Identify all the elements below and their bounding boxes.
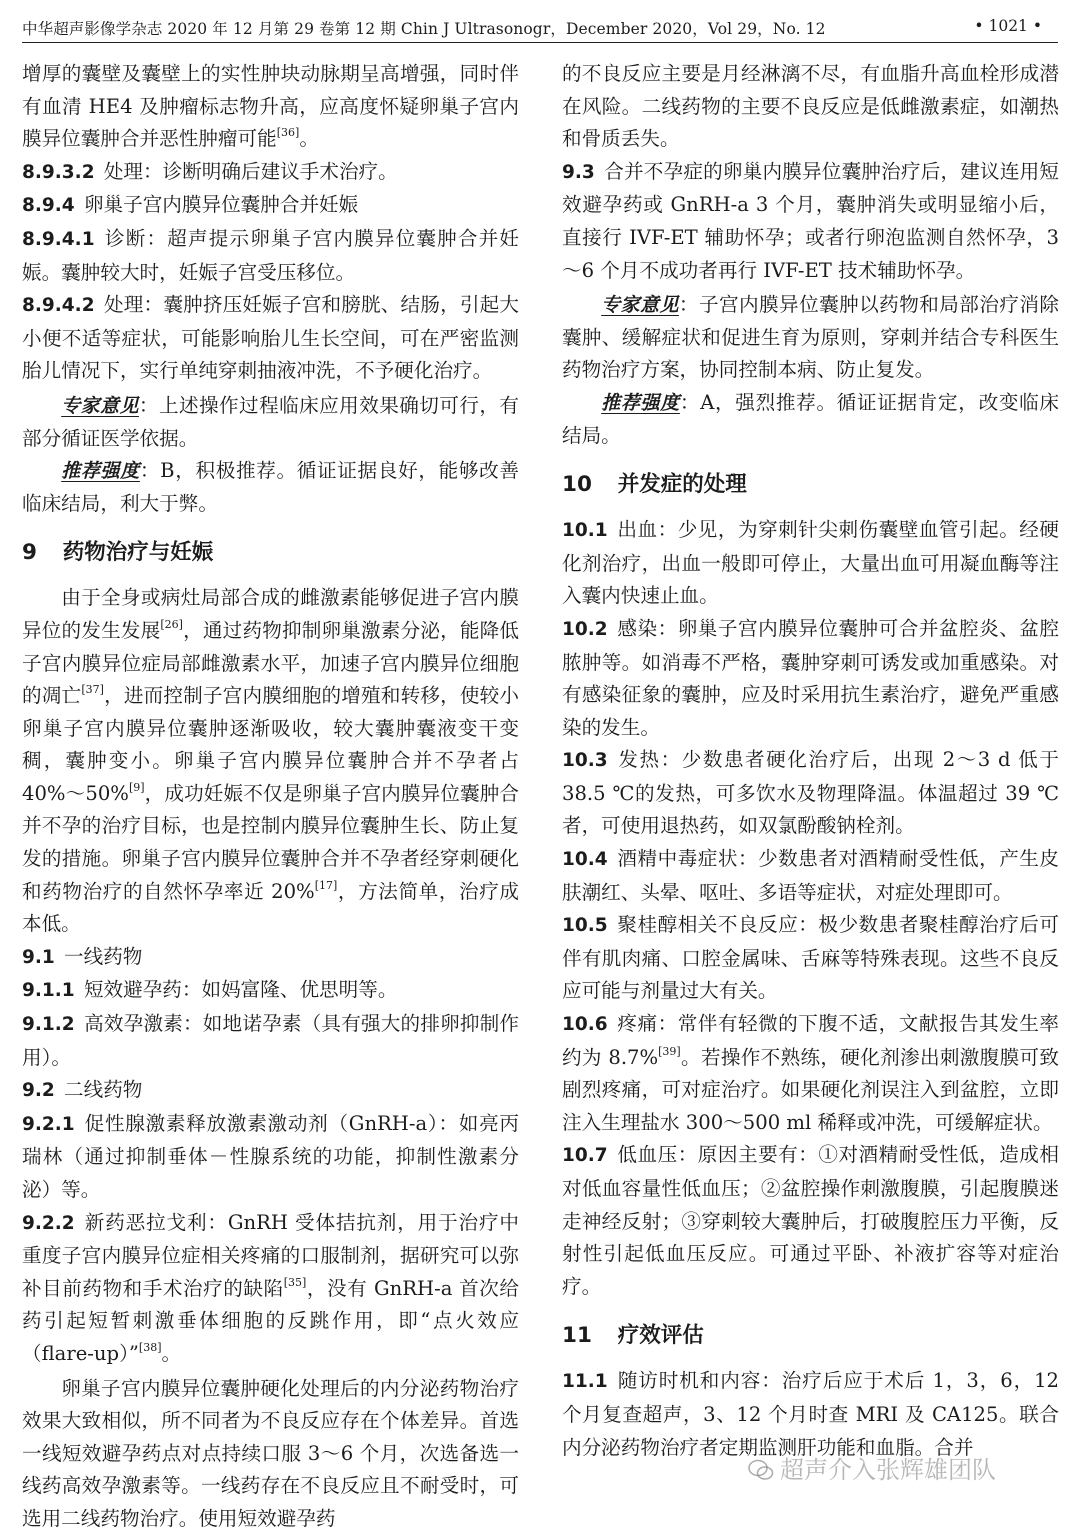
section-9-1 (22, 941, 519, 975)
section-9-2-2 (22, 1207, 519, 1371)
text: ，通过药物抑制卵巢激素分泌，能降低子宫内膜异位症局部雌激素水平，加速子宫内膜异位细胞的凋亡 (22, 618, 520, 708)
citation: [37] (81, 683, 104, 697)
section-number: 9.1.2 (22, 1014, 75, 1036)
watermark-text: 超声介入张辉雄团队 (780, 1456, 996, 1484)
right-column (562, 58, 1059, 1464)
text: 酒精中毒症状：少数患者对酒精耐受性低，产生皮肤潮红、头晕、呕吐、多语等症状，对症处理即可。 (562, 847, 1059, 904)
text: ：上述操作过程临床应用效果确切可行，有部分循证医学依据。 (22, 393, 519, 450)
section-number: 9.2 (22, 1080, 55, 1102)
section-number: 10.4 (562, 849, 608, 871)
section-number: 8.9.3.2 (22, 161, 95, 183)
heading-number: 10 (562, 472, 592, 498)
heading-section-10 (562, 470, 1059, 500)
paragraph (22, 58, 519, 156)
text: 的不良反应主要是月经淋漓不尽，有血脂升高血栓形成潜在风险。二线药物的主要不良反应是低雌激素症，如潮热和骨质丢失。 (562, 62, 1059, 151)
paragraph (22, 582, 519, 941)
section-8-9-4-2 (22, 289, 519, 388)
section-number: 10.2 (562, 618, 608, 640)
text: 一线药物 (64, 944, 143, 968)
expert-opinion-label: 专家意见 (601, 294, 679, 317)
page-number: • 1021 • (974, 17, 1042, 35)
citation: [35] (283, 1275, 307, 1289)
text: 。 (161, 1341, 182, 1365)
text: 诊断：超声提示卵巢子宫内膜异位囊肿合并妊娠。囊肿较大时，妊娠子宫受压移位。 (22, 226, 519, 284)
text: ：B，积极推荐。循证证据良好，能够改善临床结局，利大于弊。 (22, 459, 519, 515)
heading-number: 9 (22, 540, 37, 566)
section-10-1 (562, 514, 1059, 613)
text: 增厚的囊壁及囊壁上的实性肿块动脉期呈高增强，同时伴有血清 HE4 及肿瘤标志物升高，应高度怀疑卵巢子宫内膜异位囊肿合并恶性肿瘤可能 (22, 62, 519, 151)
section-8-9-4 (22, 189, 519, 223)
text: 发热：少数患者硬化治疗后，出现 2～3 d 低于 38.5 ℃的发热，可多饮水及物理降温。体温超过 39 ℃者，可使用退热药，如双氯酚酸钠栓剂。 (562, 748, 1059, 838)
section-number: 9.3 (562, 161, 595, 183)
section-10-5 (562, 909, 1059, 1008)
heading-section-9 (22, 538, 519, 568)
recommendation-strength (22, 455, 519, 520)
text: 处理：诊断明确后建议手术治疗。 (103, 159, 398, 183)
heading-text: 并发症的处理 (617, 472, 747, 498)
paragraph (562, 58, 1059, 156)
text: 出血：少见，为穿刺针尖刺伤囊壁血管引起。经硬化剂治疗，出血一般即可停止，大量出血可用凝血酶等注入囊内快速止血。 (562, 518, 1059, 608)
expert-opinion (562, 289, 1059, 387)
section-9-3 (562, 156, 1059, 287)
section-number: 9.1 (22, 946, 55, 968)
citation: [39] (658, 1044, 681, 1058)
section-10-7 (562, 1139, 1059, 1303)
section-number: 9.1.1 (22, 980, 75, 1002)
text: 感染：卵巢子宫内膜异位囊肿可合并盆腔炎、盆腔脓肿等。如消毒不严格，囊肿穿刺可诱发或加重感染。对有感染征象的囊肿，应及时采用抗生素治疗，避免严重感染的发生。 (562, 616, 1059, 739)
expert-opinion (22, 390, 519, 455)
text: 新药恶拉戈利：GnRH 受体拮抗剂，用于治疗中重度子宫内膜异位症相关疼痛的口服制剂，据研究可以弥补目前药物和手术治疗的缺陷 (22, 1210, 519, 1300)
section-10-3 (562, 744, 1059, 843)
text: ，方法简单，治疗成本低。 (22, 879, 520, 936)
left-column (22, 58, 519, 1536)
citation: [17] (314, 878, 338, 892)
citation: [9] (128, 780, 145, 794)
section-number: 10.3 (562, 750, 608, 772)
heading-text: 药物治疗与妊娠 (62, 540, 214, 566)
text: 合并不孕症的卵巢内膜异位囊肿治疗后，建议连用短效避孕药或 GnRH-a 3 个月，囊肿消失或明显缩小后，直接行 IVF-ET 辅助怀孕；或者行卵泡监测自然怀孕，3～6 个月不成功者再行 IVF-ET 技术辅助怀孕。 (562, 159, 1059, 282)
text: 短效避孕药：如妈富隆、优思明等。 (83, 978, 398, 1002)
section-number: 8.9.4 (22, 195, 75, 217)
text: ，进而控制子宫内膜细胞的增殖和转移，使较小卵巢子宫内膜异位囊肿逐渐吸收，较大囊肿囊液变干变稠，囊肿变小。卵巢子宫内膜异位囊肿合并不孕者占 40%～50% (22, 684, 520, 805)
journal-citation: 中华超声影像学杂志 2020 年 12 月第 29 卷第 12 期 Chin J Ultrasonogr，December 2020，Vol 29，No. 12 (22, 20, 826, 38)
section-10-2 (562, 613, 1059, 744)
text: 二线药物 (64, 1078, 143, 1102)
section-9-1-2 (22, 1008, 519, 1074)
section-number: 8.9.4.1 (22, 228, 95, 250)
section-8-9-3-2 (22, 156, 519, 190)
section-9-2 (22, 1074, 519, 1108)
text: 促性腺激素释放激素激动剂（GnRH-a）：如亮丙瑞林（通过抑制垂体－性腺系统的功能，抑制性激素分泌）等。 (22, 1111, 519, 1201)
heading-number: 11 (562, 1323, 592, 1349)
text: 。若操作不熟练，硬化剂渗出刺激腹膜可致剧烈疼痛，可对症治疗。如果硬化剂误注入到盆腔，立即注入生理盐水 300～500 ml 稀释或冲洗，可缓解症状。 (562, 1045, 1059, 1134)
section-10-6 (562, 1008, 1059, 1139)
section-number: 9.2.1 (22, 1113, 75, 1135)
text: 疼痛：常伴有轻微的下腹不适，文献报告其发生率约为 8.7% (562, 1012, 1059, 1069)
text: ：子宫内膜异位囊肿以药物和局部治疗消除囊肿、缓解症状和促进生育为原则，穿刺并结合专科医生药物治疗方案，协同控制本病、防止复发。 (562, 293, 1059, 382)
section-number: 8.9.4.2 (22, 295, 95, 317)
wechat-watermark (748, 1450, 996, 1485)
text: 卵巢子宫内膜异位囊肿合并妊娠 (83, 193, 359, 217)
text: 。 (299, 127, 319, 151)
text: ，成功妊娠不仅是卵巢子宫内膜异位囊肿合并不孕的治疗目标，也是控制内膜异位囊肿生长、防止复发的措施。卵巢子宫内膜异位囊肿合并不孕者经穿刺硬化和药物治疗的自然怀孕率近 20% (22, 781, 520, 903)
recommendation-label: 推荐强度 (601, 391, 680, 414)
text: 处理：囊肿挤压妊娠子宫和膀胱、结肠，引起大小便不适等症状，可能影响胎儿生长空间，可在严密监测胎儿情况下，实行单纯穿刺抽液冲洗，不予硬化治疗。 (22, 293, 519, 383)
text: 卵巢子宫内膜异位囊肿硬化处理后的内分泌药物治疗效果大致相似，所不同者为不良反应存在个体差异。首选一线短效避孕药点对点持续口服 3～6 个月，次选备选一线药高效孕激素等。一线药存在不良反应且不耐受时，可选用二线药物治疗。使用短效避孕药 (22, 1376, 519, 1530)
section-8-9-4-1 (22, 223, 519, 289)
text: ，没有 GnRH-a 首次给药引起短暂刺激垂体细胞的反跳作用，即“点火效应（flare-up）” (22, 1276, 519, 1365)
expert-opinion-label: 专家意见 (61, 394, 139, 417)
section-number: 10.5 (562, 915, 608, 937)
citation: [26] (160, 617, 183, 631)
section-9-2-1 (22, 1108, 519, 1207)
paragraph (22, 1373, 519, 1536)
text: 由于全身或病灶局部合成的雌激素能够促进子宫内膜异位的发生发展 (22, 586, 519, 642)
section-number: 10.7 (562, 1145, 608, 1167)
text: 高效孕激素：如地诺孕素（具有强大的排卵抑制作用）。 (22, 1012, 519, 1069)
recommendation-label: 推荐强度 (61, 460, 140, 483)
heading-section-11 (562, 1321, 1059, 1351)
citation: [36] (276, 126, 300, 140)
section-number: 11.1 (562, 1371, 608, 1393)
wechat-icon (748, 1459, 774, 1481)
section-10-4 (562, 843, 1059, 909)
text: ：A，强烈推荐。循证证据肯定，改变临床结局。 (562, 390, 1059, 447)
section-number: 10.6 (562, 1014, 608, 1036)
text: 聚桂醇相关不良反应：极少数患者聚桂醇治疗后可伴有肌肉痛、口腔金属味、舌麻等特殊表现。这些不良反应可能与剂量过大有关。 (562, 913, 1059, 1003)
recommendation-strength (562, 387, 1059, 452)
running-header (22, 0, 1058, 43)
section-number: 9.2.2 (22, 1212, 75, 1234)
text: 低血压：原因主要有：①对酒精耐受性低，造成相对低血容量性低血压；②盆腔操作刺激腹膜，引起腹膜迷走神经反射；③穿刺较大囊肿后，打破腹腔压力平衡，反射性引起低血压反应。可通过平卧、补液扩容等对症治疗。 (562, 1143, 1059, 1298)
section-9-1-1 (22, 974, 519, 1008)
section-number: 10.1 (562, 520, 608, 542)
heading-text: 疗效评估 (617, 1323, 704, 1349)
text: 随访时机和内容：治疗后应于术后 1，3，6，12 个月复查超声，3、12 个月时查 MRI 及 CA125。联合内分泌药物治疗者定期监测肝功能和血脂。合并 (562, 1369, 1059, 1459)
citation: [38] (138, 1340, 162, 1354)
